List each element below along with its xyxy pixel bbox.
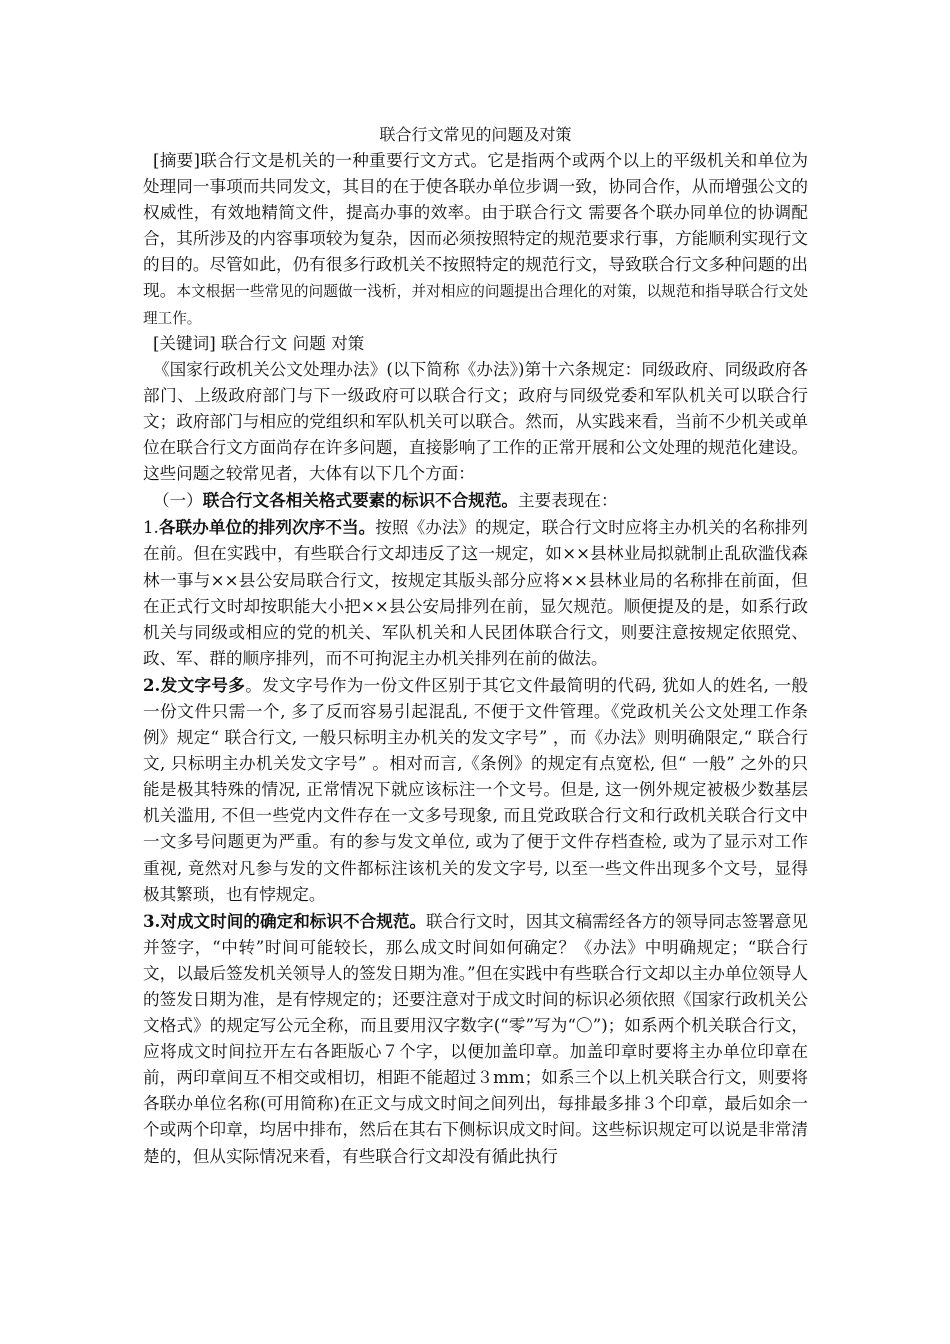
item-3-body: 联合行文时，因其文稿需经各方的领导同志签署意见并签字，“中转”时间可能较长，那么成文时间如何确定？《办法》中明确规定；“联合行文，以最后签发机关领导人的签发日期为准。”但在实践中有些联合行文却以主办单位领导人的签发日期为准，是有悖规定的；还要注意对于成文时间的标识必须依照《国家行政机关公文格式》的规定写公元全称，而且要用汉字数字(“零”写为“〇”)；如系两个机关联合行文，应将成文时间拉开左右各距版心７个字，以便加盖印章。加盖印章时要将主办单位印章在前，两印章间互不相交或相切，相距不能超过３mm；如系三个以上机关联合行文，则要将各联办单位名称(可用简称)在正文与成文时间之间列出，每排最多排３个印章，最后如余一个或两个印章，均居中排布，然后在其右下侧标识成文时间。这些标识规定可以说是非常清楚的，但从实际情况来看，有些联合行文却没有循此执行 <box>143 911 808 1166</box>
item-2-body: 。发文字号作为一份文件区别于其它文件最简明的代码, 犹如人的姓名, 一般一份文件只需一个, 多了反而容易引起混乱, 不便于文件管理。《党政机关公文处理工作条例》规定“ 联合行文, 一般只标明主办机关的发文字号” ，而《办法》则明确限定,“ 联合行文, 只标明主办机关发文字号” 。相对而言,《条例》的规定有点宽松, 但“ 一般” 之外的只能是极其特殊的情况, 正常情况下就应该标注一个文号。但是, 这一例外规定被极少数基层机关滥用, 不但一些党内文件存在一文多号现象, 而且党政联合行文和行政机关联合行文中一文多号问题更为严重。有的参与发文单位, 或为了便于文件存档查检, 或为了显示对工作重视, 竟然对凡参与发的文件都标注该机关的发文字号, 以至一些文件出现多个文号，显得极其繁琐，也有悖规定。 <box>143 675 808 904</box>
item-3-heading: 3.对成文时间的确定和标识不合规范。 <box>143 910 427 931</box>
item-1-number: 1. <box>143 518 159 538</box>
section-1-rest: 主要表现在： <box>518 491 618 511</box>
item-2-paragraph <box>143 672 808 908</box>
item-1-body: 按照《办法》的规定，联合行文时应将主办机关的名称排列在前。但在实践中，有些联合行文却违反了这一规定，如××县林业局拟就制止乱砍滥伐森林一事与××县公安局联合行文，按规定其版头部分应将××县林业局的名称排在前面，但在正式行文时却按职能大小把××县公安局排列在前，显欠规范。顺便提及的是，如系行政机关与同级或相应的党的机关、军队机关和人民团体联合行文，则要注意按规定依照党、政、军、群的顺序排列，而不可拘泥主办机关排列在前的做法。 <box>143 518 808 668</box>
section-1-prefix: （一） <box>152 491 203 511</box>
item-1-heading: 各联办单位的排列次序不当。 <box>158 517 376 538</box>
intro-paragraph: 《国家行政机关公文处理办法》(以下简称《办法》)第十六条规定：同级政府、同级政府各部门、上级政府部门与下一级政府可以联合行文；政府与同级党委和军队机关可以联合行文；政府部门与相应的党组织和军队机关可以联合。然而，从实践来看，当前不少机关或单位在联合行文方面尚存在许多问题，直接影响了工作的正常开展和公文处理的规范化建设。这些问题之较常见者，大体有以下几个方面： <box>143 359 808 484</box>
abstract-text-small: 本文根据一些常见的问题做一浅析，并对相应的问题提出合理化的对策，以规范和指导联合行文处理工作。 <box>143 283 808 327</box>
abstract-paragraph <box>143 148 808 331</box>
document-title: 联合行文常见的问题及对策 <box>379 125 572 144</box>
keywords-line: [关键词] 联合行文 问题 对策 <box>152 333 365 353</box>
item-3-paragraph <box>143 908 808 1170</box>
item-2-heading: 2.发文字号多 <box>143 674 246 695</box>
abstract-text: 联合行文是机关的一种重要行文方式。它是指两个或两个以上的平级机关和单位为处理同一事项而共同发文，其目的在于使各联办单位步调一致，协同合作，从而增强公文的权威性，有效地精简文件，提高办事的效率。由于联合行文 需要各个联办同单位的协调配合，其所涉及的内容事项较为复杂，因而必须按照特定的规范要求行事，方能顺利实现行文的目的。尽管如此，仍有很多行政机关不按照特定的规范行文，导致联合行文多种问题的出现。 <box>143 151 809 301</box>
abstract-label: [摘要] <box>152 151 200 170</box>
section-1-heading <box>143 487 808 514</box>
section-1-title: 联合行文各相关格式要素的标识不合规范。 <box>202 490 519 511</box>
document-page <box>143 122 808 1170</box>
item-1-paragraph <box>143 514 808 672</box>
